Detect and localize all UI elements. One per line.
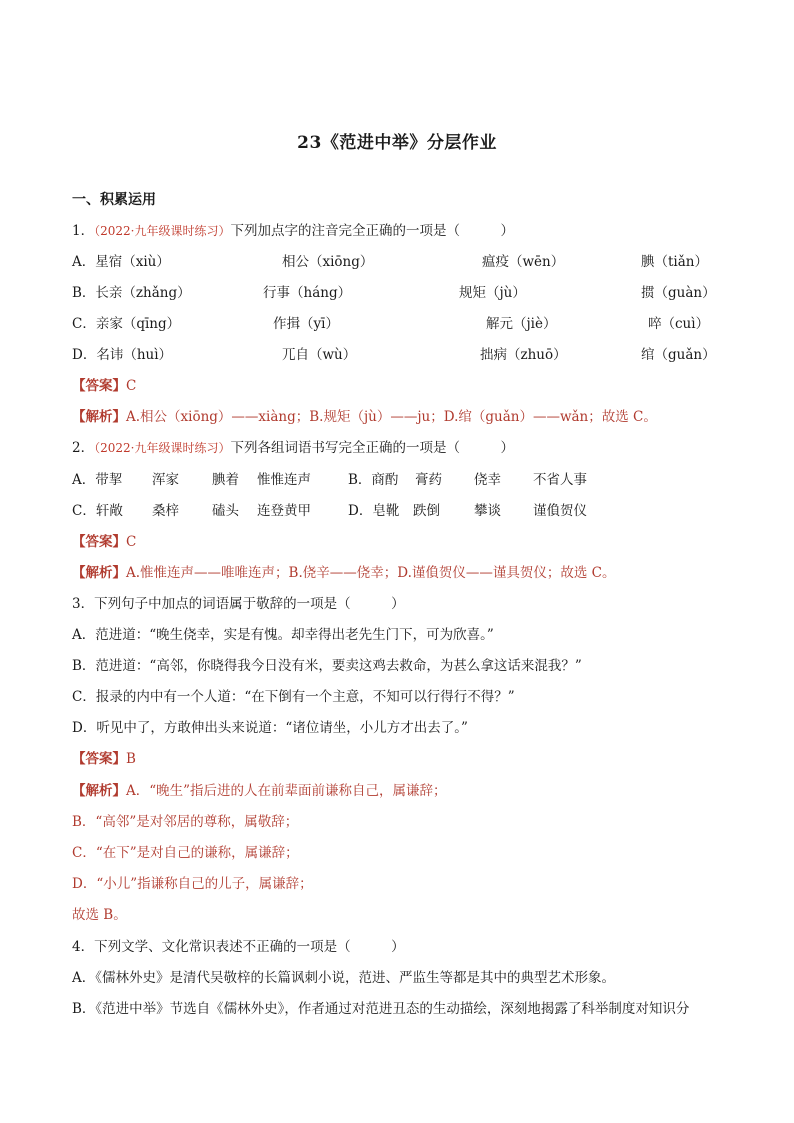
analysis-line (72, 563, 616, 583)
option-item: 啐（cuì） (648, 316, 710, 332)
option-line: C．报录的内中有一个人道：“在下倒有一个主意，不知可以行得行不得？” (72, 689, 515, 705)
option-item: 腆（tiǎn） (641, 254, 708, 270)
section-heading: 一、积累运用 (72, 192, 156, 208)
answer-line (72, 376, 136, 396)
option-item: B．商酌 (348, 472, 399, 488)
option-line: B．《范进中举》节选自《儒林外史》，作者通过对范进丑态的生动描绘，深刻地揭露了科举制度对知识分 (72, 1001, 690, 1017)
option-item: 跌倒 (413, 503, 440, 519)
analysis-label: 【解析】 (72, 409, 126, 425)
question-number: 2． (72, 440, 95, 456)
question-2-stem (72, 438, 514, 458)
option-line: A．范进道：“晚生侥幸，实是有愧。却幸得出老先生门下，可为欣喜。” (72, 627, 494, 643)
answer-line (72, 532, 136, 552)
option-item: 膏药 (415, 472, 442, 488)
option-item: 连登黄甲 (257, 503, 311, 519)
answer-label: 【答案】 (72, 534, 126, 550)
question-4-stem: 4．下列文学、文化常识表述不正确的一项是（ ） (72, 939, 405, 955)
analysis-label: 【解析】 (72, 565, 126, 581)
question-source: （2022·九年级课时练习） (94, 224, 231, 238)
option-item: 浑家 (152, 472, 179, 488)
option-item: 桑梓 (152, 503, 179, 519)
analysis-line: B．“高邻”是对邻居的尊称，属敬辞； (72, 814, 299, 830)
page-title: 23《范进中举》分层作业 (297, 133, 497, 153)
analysis-text: A.惟惟连声——唯唯连声；B.侥辛——侥幸；D.谨偩贺仪——谨具贺仪；故选 C。 (126, 565, 616, 581)
analysis-text: A．“晚生”指后进的人在前辈面前谦称自己，属谦辞； (126, 783, 447, 799)
answer-line (72, 749, 136, 769)
option-item: D．名讳（huì） (72, 347, 173, 363)
option-line: A．《儒林外史》是清代吴敬梓的长篇讽刺小说，范进、严监生等都是其中的典型艺术形象。 (72, 970, 615, 986)
option-item: 侥幸 (474, 472, 501, 488)
option-item: 行事（háng） (263, 285, 352, 301)
option-item: 腆着 (212, 472, 239, 488)
question-text: 下列加点字的注音完全正确的一项是（ ） (230, 223, 514, 239)
answer-value: C (126, 378, 137, 394)
question-3-stem: 3．下列句子中加点的词语属于敬辞的一项是（ ） (72, 596, 405, 612)
question-text: 下列各组词语书写完全正确的一项是（ ） (230, 440, 514, 456)
option-item: 惟惟连声 (257, 472, 311, 488)
option-item: C．亲家（qīng） (72, 316, 181, 332)
option-item: 不省人事 (533, 472, 587, 488)
option-item: 瘟疫（wēn） (482, 254, 565, 270)
answer-value: C (126, 534, 137, 550)
option-line: B．范进道：“高邻，你晓得我今日没有米，要卖这鸡去救命，为甚么拿这话来混我？” (72, 658, 582, 674)
option-item: C．轩敞 (72, 503, 123, 519)
analysis-conclusion: 故选 B。 (72, 907, 127, 923)
option-item: 攀谈 (474, 503, 501, 519)
question-number: 1． (72, 223, 95, 239)
option-item: A．带挈 (72, 472, 123, 488)
option-item: 掼（guàn） (641, 285, 716, 301)
analysis-line (72, 781, 447, 801)
question-1-stem (72, 221, 514, 241)
answer-label: 【答案】 (72, 751, 126, 767)
analysis-label: 【解析】 (72, 783, 126, 799)
option-item: 拙病（zhuō） (480, 347, 567, 363)
analysis-line: C．“在下”是对自己的谦称，属谦辞； (72, 845, 299, 861)
option-item: A．星宿（xiù） (72, 254, 170, 270)
option-item: 谨偩贺仪 (533, 503, 587, 519)
option-line: D．听见中了，方敢伸出头来说道：“诸位请坐，小儿方才出去了。” (72, 720, 468, 736)
analysis-line (72, 407, 657, 427)
option-item: D．皂靴 (348, 503, 400, 519)
option-item: 相公（xiōng） (282, 254, 374, 270)
option-item: 磕头 (212, 503, 239, 519)
option-item: 绾（guǎn） (641, 347, 716, 363)
option-item: 兀自（wù） (282, 347, 357, 363)
analysis-line: D．“小儿”指谦称自己的儿子，属谦辞； (72, 876, 313, 892)
answer-value: B (126, 751, 136, 767)
option-item: 作揖（yī） (273, 316, 339, 332)
option-item: B．长亲（zhǎng） (72, 285, 191, 301)
answer-label: 【答案】 (72, 378, 126, 394)
option-item: 解元（jiè） (486, 316, 557, 332)
analysis-text: A.相公（xiōng）——xiàng；B.规矩（jù）——ju；D.绾（guǎn）——wǎn；故选 C。 (126, 409, 657, 425)
question-source: （2022·九年级课时练习） (94, 441, 231, 455)
option-item: 规矩（jù） (459, 285, 526, 301)
